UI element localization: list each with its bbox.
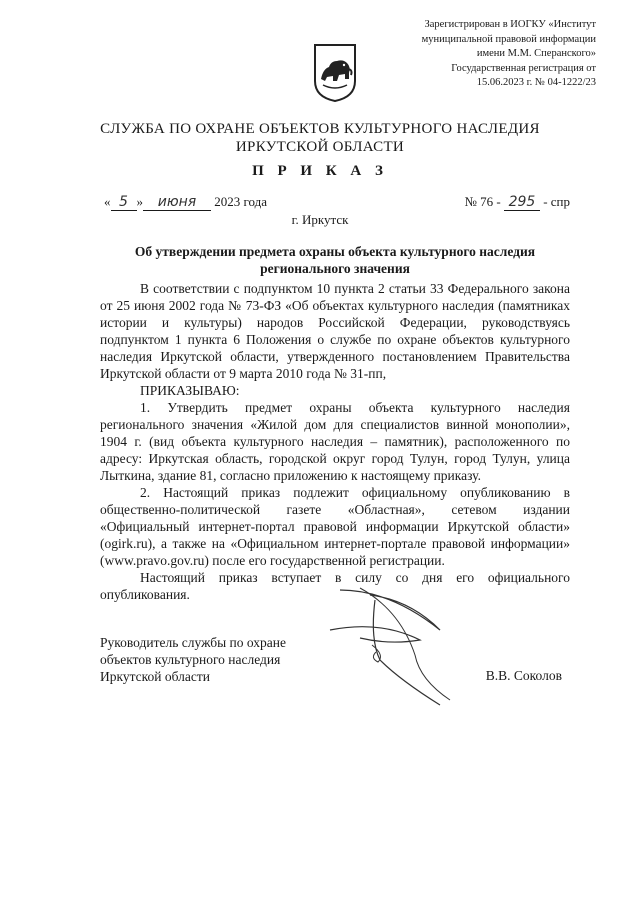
signatory-line: объектов культурного наследия [100,652,281,667]
number-suffix: - спр [543,194,570,209]
title-line: регионального значения [260,261,410,276]
number-handwritten: 295 [504,194,540,211]
date-close-quote: » [136,194,143,209]
document-number [464,194,570,211]
coat-of-arms-icon [313,43,357,103]
city: г. Иркутск [291,212,349,227]
body-paragraph: Настоящий приказ вступает в силу со дня его официального опубликования. [100,570,570,602]
document-date [104,194,267,211]
number-prefix: № 76 - [464,194,501,209]
registration-line: имени М.М. Сперанского» [476,48,596,59]
signature-icon [300,560,500,710]
order-keyword: ПРИКАЗЫВАЮ: [140,383,240,398]
body-paragraph: В соответствии с подпунктом 10 пункта 2 статьи 33 Федерального закона от 25 июня 2002 года № 73-ФЗ «Об объектах культурного наследия (памятниках истории и культуры) народов Российской Федерации, руководствуясь подпунктом 1 пункта 6 Положения о службе по охране объектов культурного наследия Иркутской области, утвержденного постановлением Правительства Иркутской области от 9 марта 2010 года № 31-пп, [100,281,570,381]
signatory-line: Иркутской области [100,669,211,684]
registration-line: Государственная регистрация от [451,62,596,74]
body-paragraph: 2. Настоящий приказ подлежит официальному опубликованию в общественно-политической газете «Областная», сетевом издании «Официальный интернет-портал правовой информации Иркутской области» (ogirk.ru), а также на «Официальном интернет-портале правовой информации» (www.pravo.gov.ru) после его государственной регистрации. [100,485,570,568]
organization-region: ИРКУТСКОЙ ОБЛАСТИ [235,139,405,155]
registration-line: 15.06.2023 г. № 04-1222/23 [476,77,596,88]
body-paragraph: 1. Утвердить предмет охраны объекта культурного наследия регионального значения «Жилой дом для специалистов винной монополии», 1904 г. (вид объекта культурного наследия – памятник), расположенного по адресу: Иркутская область, городской округ город Тулун, город Тулун, улица Лыткина, здание 81, согласно приложению к настоящему приказу. [100,400,570,483]
document-title [100,243,570,277]
date-year: 2023 года [214,194,268,209]
signatory-name: В.В. Соколов [485,668,562,683]
registration-line: Зарегистрирован в ИОГКУ «Институт [424,19,596,30]
document-body [100,280,570,603]
signatory-position [100,634,286,685]
registration-line: муниципальной правовой информации [421,33,596,45]
organization-name: СЛУЖБА ПО ОХРАНЕ ОБЪЕКТОВ КУЛЬТУРНОГО НАСЛЕДИЯ [100,121,540,137]
signatory-line: Руководитель службы по охране [100,635,287,650]
date-month: июня [143,194,211,211]
title-line: Об утверждении предмета охраны объекта культурного наследия [134,244,536,259]
date-day: 5 [111,194,137,211]
date-open-quote: « [104,194,111,209]
document-type: П Р И К А З [252,163,388,179]
registration-note [366,18,596,91]
